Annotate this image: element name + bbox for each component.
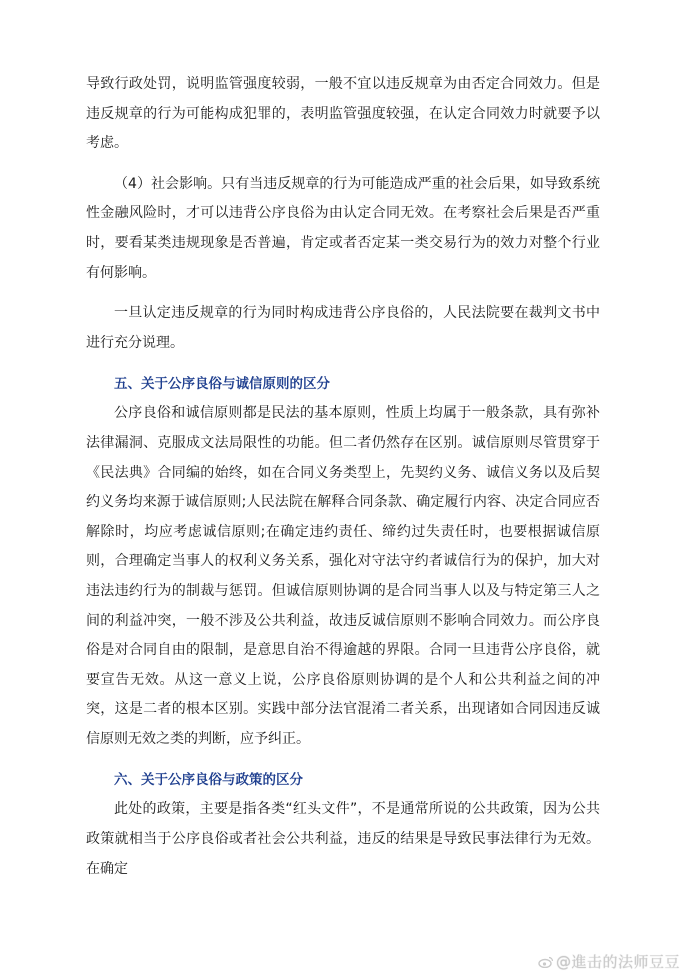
section-heading-5: 五、关于公序良俗与诚信原则的区分	[114, 376, 330, 393]
weibo-icon	[538, 956, 554, 968]
paragraph-reasoning: 一旦认定违反规章的行为同时构成违背公序良俗的，人民法院要在裁判文书中进行充分说理。	[86, 305, 600, 351]
paragraph-section-6: 此处的政策，主要是指各类“红头文件”，不是通常所说的公共政策，因为公共政策就相当于公序良俗或者社会公共利益，违反的结果是导致民事法律行为无效。在确定	[86, 801, 600, 877]
document-page	[86, 70, 600, 884]
paragraph-regulation-continued: 导致行政处罚，说明监管强度较弱，一般不宜以违反规章为由否定合同效力。但是违反规章的行为可能构成犯罪的，表明监管强度较强，在认定合同效力时就要予以考虑。	[86, 76, 600, 152]
section-heading-6: 六、关于公序良俗与政策的区分	[114, 772, 303, 789]
watermark-text: @進击的法师豆豆	[555, 953, 680, 971]
paragraph-section-5: 公序良俗和诚信原则都是民法的基本原则，性质上均属于一般条款，具有弥补法律漏洞、克服成文法局限性的功能。但二者仍然存在区别。诚信原则尽管贯穿于《民法典》合同编的始终，如在合同义务类型上，先契约义务、诚信义务以及后契约义务均来源于诚信原则;人民法院在解释合同条款、确定履行内容、决定合同应否解除时，均应考虑诚信原则;在确定违约责任、缔约过失责任时，也要根据诚信原则，合理确定当事人的权利义务关系，强化对守法守约者诚信行为的保护，加大对违法违约行为的制裁与惩罚。但诚信原则协调的是合同当事人以及与特定第三人之间的利益冲突，一般不涉及公共利益，故违反诚信原则不影响合同效力。而公序良俗是对合同自由的限制，是意思自治不得逾越的界限。合同一旦违背公序良俗，就要宣告无效。从这一意义上说，公序良俗原则协调的是个人和公共利益之间的冲突，这是二者的根本区别。实践中部分法官混淆二者关系，出现诸如合同因违反诚信原则无效之类的判断，应予纠正。	[86, 405, 600, 747]
paragraph-social-impact: （4）社会影响。只有当违反规章的行为可能造成严重的社会后果，如导致系统性金融风险时，才可以违背公序良俗为由认定合同无效。在考察社会后果是否严重时，要看某类违规现象是否普遍，肯定或者否定某一类交易行为的效力对整个行业有何影响。	[86, 175, 600, 281]
watermark	[538, 951, 680, 972]
